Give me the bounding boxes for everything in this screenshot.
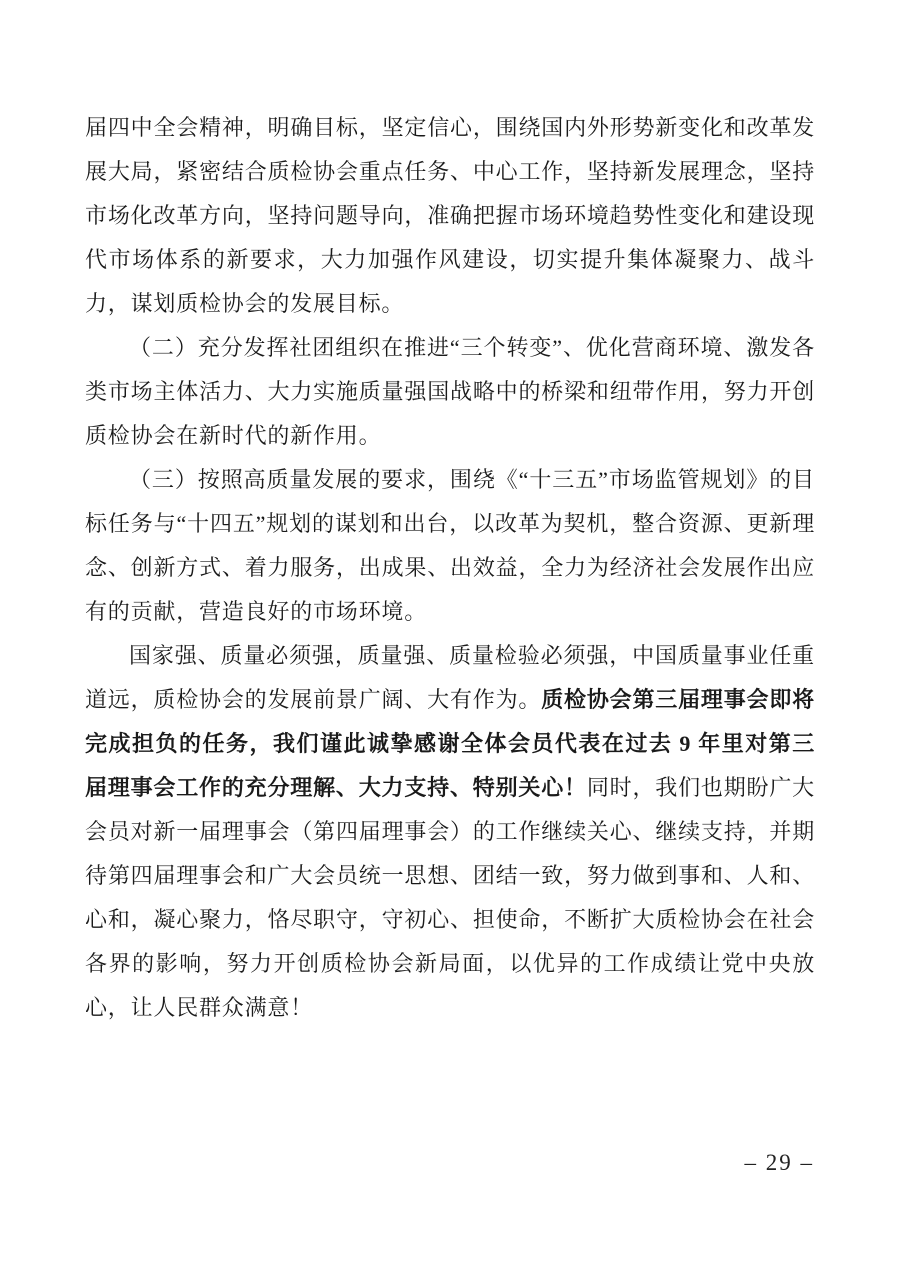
document-body <box>85 106 815 1030</box>
paragraph-text: （三）按照高质量发展的要求，围绕《“十三五”市场监管规划》的目标任务与“十四五”规划的谋划和出台，以改革为契机，整合资源、更新理念、创新方式、着力服务，出成果、出效益，全力为经济社会发展作出应有的贡献，营造良好的市场环境。 <box>85 467 815 624</box>
page-number: – 29 – <box>744 1150 814 1175</box>
paragraph-continuation <box>85 106 815 326</box>
paragraph-item-2 <box>85 326 815 458</box>
paragraph-text: 同时，我们也期盼广大会员对新一届理事会（第四届理事会）的工作继续关心、继续支持，并期待第四届理事会和广大会员统一思想、团结一致，努力做到事和、人和、心和，凝心聚力，恪尽职守，守初心、担使命，不断扩大质检协会在社会各界的影响，努力开创质检协会新局面，以优异的工作成绩让党中央放心，让人民群众满意！ <box>85 775 815 1020</box>
paragraph-text: 届四中全会精神，明确目标，坚定信心，围绕国内外形势新变化和改革发展大局，紧密结合质检协会重点任务、中心工作，坚持新发展理念，坚持市场化改革方向，坚持问题导向，准确把握市场环境趋势性变化和建设现代市场体系的新要求，大力加强作风建设，切实提升集体凝聚力、战斗力，谋划质检协会的发展目标。 <box>85 115 815 316</box>
paragraph-text-emphasis: 质检协会第三届理事会即将完成担负的任务，我们谨此诚挚感谢全体会员代表在过去 9 年里对第三届理事会工作的充分理解、大力支持、特别关心！ <box>85 687 815 800</box>
paragraph-item-3 <box>85 458 815 634</box>
paragraph-text: （二）充分发挥社团组织在推进“三个转变”、优化营商环境、激发各类市场主体活力、大力实施质量强国战略中的桥梁和纽带作用，努力开创质检协会在新时代的新作用。 <box>85 335 815 448</box>
paragraph-text: 国家强、质量必须强，质量强、质量检验必须强，中国质量事业任重道远，质检协会的发展前景广阔、大有作为。 <box>85 643 815 712</box>
paragraph-closing <box>85 634 815 1030</box>
